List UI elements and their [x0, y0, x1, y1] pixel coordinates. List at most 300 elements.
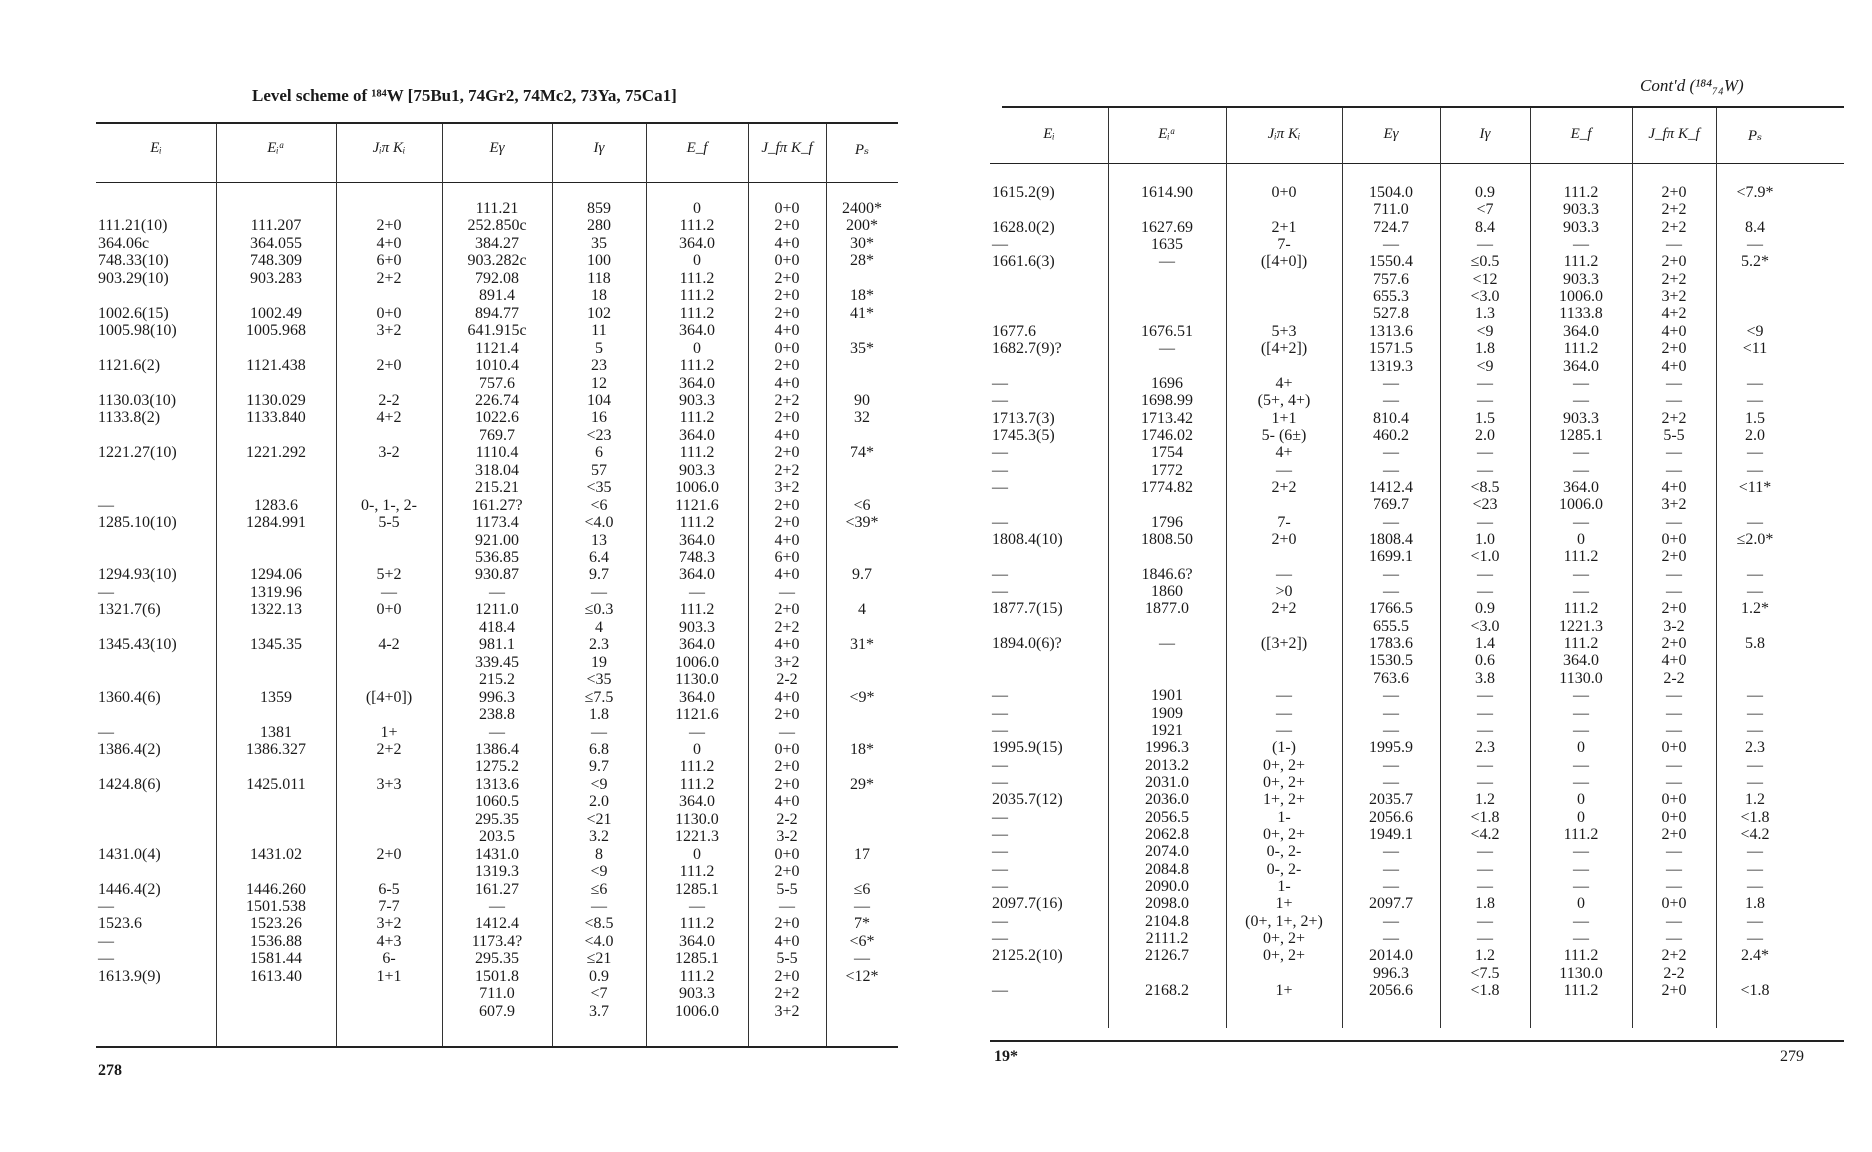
table-cell: 1808.50	[1141, 531, 1193, 548]
table-cell: 2+0	[1271, 531, 1297, 548]
table-cell: 1877.0	[1145, 600, 1189, 618]
table-cell: 11	[591, 322, 607, 340]
table-cell: —	[854, 950, 870, 968]
table-cell: 2+2	[1271, 478, 1297, 496]
table-cell: —	[98, 898, 114, 915]
table-cell: 111.2	[1563, 340, 1599, 358]
table-cell: 903.3	[1563, 270, 1599, 288]
table-cell: 364.055	[250, 234, 302, 252]
table-title: Cont'd (¹⁸⁴₇₄W)	[1640, 76, 1744, 95]
table-cell: 2062.8	[1145, 825, 1189, 843]
table-cell: 2+2	[1661, 201, 1687, 219]
table-cell: 2126.7	[1145, 947, 1189, 965]
table-cell: 364.0	[679, 636, 715, 654]
table-cell: 2+0	[774, 967, 800, 985]
table-cell: <1.8	[1740, 808, 1770, 826]
table-cell: 364.0	[679, 688, 715, 706]
table-cell: 0+, 2+	[1262, 825, 1306, 843]
table-cell: 748.3	[679, 549, 715, 566]
table-cell: 1386.4(2)	[98, 740, 161, 758]
table-cell: —	[1383, 843, 1399, 861]
table-cell: 111.21(10)	[98, 217, 168, 235]
table-cell: 2-2	[776, 810, 798, 828]
table-cell: —	[1477, 860, 1493, 878]
table-cell: —	[1573, 565, 1589, 583]
table-cell: —	[1573, 930, 1589, 948]
table-cell: 4+0	[1661, 652, 1687, 670]
table-cell: 226.74	[475, 391, 519, 409]
table-cell: 364.0	[679, 374, 715, 392]
table-cell: 5+2	[376, 566, 402, 584]
table-cell: 1221.3	[675, 828, 719, 846]
table-cell: 0+0	[774, 845, 800, 863]
table-cell: 2+0	[1661, 548, 1687, 566]
table-cell: <11	[1742, 340, 1768, 358]
table-cell: 215.21	[475, 479, 519, 497]
table-cell: —	[1747, 236, 1763, 254]
table-cell: 1682.7(9)?	[992, 340, 1062, 358]
table-cell: <35	[586, 479, 612, 497]
table-cell: 1221.292	[246, 444, 306, 462]
table-cell: 295.35	[475, 810, 519, 828]
table-cell: 1005.968	[246, 322, 306, 340]
table-cell: 1130.0	[675, 671, 719, 689]
top-rule	[1002, 106, 1844, 108]
table-cell: 3+2	[774, 653, 800, 671]
table-cell: 5-5	[378, 514, 400, 532]
table-cell: 4+0	[376, 234, 402, 252]
table-cell: 748.309	[250, 252, 302, 270]
table-cell: 5-5	[1663, 426, 1685, 444]
table-cell: 364.0	[679, 793, 715, 811]
table-cell: 74*	[850, 444, 874, 462]
table-cell: 3-2	[378, 444, 400, 462]
table-cell: 0	[693, 740, 701, 758]
table-cell: —	[1573, 756, 1589, 774]
table-cell: 1627.69	[1141, 218, 1193, 236]
table-cell: 9.7	[852, 566, 872, 584]
table-cell: —	[1276, 704, 1292, 722]
table-cell: 35*	[850, 339, 874, 357]
table-cell: 1412.4	[475, 915, 519, 933]
table-cell: <12*	[845, 967, 879, 985]
table-cell: —	[1477, 565, 1493, 583]
table-cell: —	[98, 950, 114, 968]
table-cell: 3-2	[1663, 617, 1685, 635]
table-cell: 111.2	[1563, 947, 1599, 965]
page-number: 279	[1780, 1048, 1804, 1065]
table-cell: 111.2	[679, 601, 715, 619]
column-header: Eγ	[489, 140, 505, 156]
table-cell: —	[779, 898, 795, 915]
table-cell: 0+, 2+	[1262, 930, 1306, 948]
table-cell: 418.4	[479, 618, 515, 636]
table-cell: 1696	[1151, 374, 1183, 392]
table-cell: 2+2	[774, 391, 800, 409]
table-cell: —	[1747, 930, 1763, 948]
table-cell: <9	[590, 775, 608, 793]
table-cell: —	[1666, 930, 1682, 948]
table-cell: <4.2	[1740, 825, 1770, 843]
table-cell: 2056.6	[1369, 808, 1413, 826]
table-cell: 2+0	[774, 496, 800, 514]
table-cell: 724.7	[1373, 218, 1409, 236]
table-cell: 1173.4?	[471, 932, 523, 950]
table-cell: 111.2	[679, 514, 715, 532]
page-number: 278	[98, 1062, 122, 1079]
table-cell: 1746.02	[1141, 426, 1193, 444]
table-cell: 4+0	[774, 234, 800, 252]
table-cell: —	[1573, 721, 1589, 739]
table-cell: 0+0	[774, 200, 800, 217]
table-cell: 1523.26	[250, 915, 302, 933]
table-cell: 1995.9(15)	[992, 739, 1063, 757]
table-cell: 30*	[850, 234, 874, 252]
table-cell: 111.207	[250, 217, 302, 235]
table-cell: 111.2	[679, 863, 715, 881]
table-cell: 9.7	[589, 566, 609, 584]
table-cell: 1002.6(15)	[98, 304, 169, 322]
table-cell: —	[1383, 583, 1399, 601]
table-cell: ≤6	[590, 880, 608, 898]
table-cell: 2+0	[1661, 825, 1687, 843]
table-cell: —	[1666, 461, 1682, 479]
table-cell: 3+2	[774, 1002, 800, 1020]
table-cell: —	[1383, 513, 1399, 531]
table-cell: 17	[854, 845, 870, 863]
table-cell: —	[489, 723, 505, 741]
table-cell: 1130.0	[1559, 669, 1603, 687]
table-cell: —	[1573, 878, 1589, 895]
table-cell: —	[1477, 374, 1493, 392]
table-cell: —	[1383, 756, 1399, 774]
table-cell: 2+0	[774, 287, 800, 305]
table-cell: 29*	[850, 775, 874, 793]
table-cell: 2.0	[589, 793, 609, 811]
table-cell: 3+2	[774, 479, 800, 497]
table-cell: 364.0	[1563, 478, 1599, 496]
table-cell: —	[98, 496, 114, 514]
table-cell: 1745.3(5)	[992, 426, 1055, 444]
table-cell: 1121.4	[475, 339, 519, 357]
table-cell: 1010.4	[475, 357, 519, 375]
table-cell: 1995.9	[1369, 739, 1413, 757]
right-page	[960, 0, 1872, 1152]
table-cell: 1283.6	[254, 496, 298, 514]
table-cell: 1284.991	[246, 514, 306, 532]
table-cell: 2+0	[774, 601, 800, 619]
table-cell: —	[992, 704, 1008, 722]
table-cell: 2056.6	[1369, 982, 1413, 1000]
table-cell: 1321.7(6)	[98, 601, 161, 619]
table-cell: ≤0.5	[1470, 253, 1500, 271]
table-cell: —	[1477, 843, 1493, 861]
table-cell: 1319.3	[475, 863, 519, 881]
table-cell: 1313.6	[475, 775, 519, 793]
table-cell: 1635	[1151, 236, 1183, 254]
table-cell: —	[591, 723, 607, 741]
table-cell: 1.8	[1475, 895, 1495, 913]
table-cell: <6	[590, 496, 608, 514]
table-cell: —	[1573, 583, 1589, 601]
table-cell: 364.0	[679, 426, 715, 444]
table-cell: 1006.0	[1559, 496, 1603, 514]
table-cell: 1412.4	[1369, 478, 1413, 496]
table-cell: 1.2*	[1741, 600, 1769, 618]
table-cell: —	[1159, 253, 1175, 271]
table-cell: 2013.2	[1145, 756, 1189, 774]
table-cell: 2+0	[774, 269, 800, 287]
table-cell: 1133.8(2)	[98, 409, 161, 427]
table-cell: 1424.8(6)	[98, 775, 161, 793]
table-cell: 1.2	[1745, 791, 1765, 809]
table-cell: —	[992, 583, 1008, 601]
table-cell: 2+2	[1661, 947, 1687, 965]
table-cell: 2104.8	[1145, 912, 1189, 930]
table-cell: 2+2	[1271, 600, 1297, 618]
table-cell: 1002.49	[250, 304, 302, 322]
table-cell: 1110.4	[475, 444, 519, 462]
table-cell: 1+	[1275, 982, 1293, 1000]
table-cell: <3.0	[1470, 288, 1500, 306]
table-cell: 3.2	[589, 828, 609, 846]
table-cell: 1808.4(10)	[992, 531, 1063, 548]
table-cell: 1006.0	[675, 479, 719, 497]
table-cell: 1921	[1151, 721, 1183, 739]
table-cell: 2+2	[774, 618, 800, 636]
table-cell: 2074.0	[1145, 843, 1189, 861]
table-cell: —	[1666, 236, 1682, 254]
table-cell: 2-2	[1663, 964, 1685, 982]
table-cell: —	[1666, 687, 1682, 705]
table-cell: 903.282c	[467, 252, 527, 270]
table-cell: <1.8	[1470, 982, 1500, 1000]
table-cell: 460.2	[1373, 426, 1409, 444]
table-cell: 364.0	[1563, 322, 1599, 340]
table-cell: 2+0	[376, 217, 402, 235]
table-cell: 2.0	[1745, 426, 1765, 444]
table-cell: 111.21	[475, 200, 519, 217]
table-cell: —	[992, 912, 1008, 930]
table-cell: —	[1666, 444, 1682, 462]
table-cell: —	[1573, 687, 1589, 705]
table-cell: —	[1477, 687, 1493, 705]
table-cell: 1381	[260, 723, 292, 741]
table-cell: 16	[591, 409, 607, 427]
table-cell: 200*	[846, 217, 878, 235]
table-cell: 0+0	[1661, 895, 1687, 913]
table-cell: >0	[1275, 583, 1293, 601]
table-cell: 111.2	[679, 409, 715, 427]
table-cell: 1446.260	[246, 880, 306, 898]
table-cell: 1571.5	[1369, 340, 1413, 358]
table-cell: 2035.7	[1369, 791, 1413, 809]
table-cell: —	[1383, 912, 1399, 930]
table-cell: 2014.0	[1369, 947, 1413, 965]
table-cell: 0-, 1-, 2-	[361, 496, 417, 514]
table-cell: —	[992, 808, 1008, 826]
table-cell: 1386.327	[246, 740, 306, 758]
table-cell: 2111.2	[1145, 930, 1189, 948]
table-cell: —	[779, 723, 795, 741]
table-cell: 1550.4	[1369, 253, 1413, 271]
table-cell: 2+0	[774, 863, 800, 881]
table-cell: 2036.0	[1145, 791, 1189, 809]
table-cell: 5-5	[776, 950, 798, 968]
table-cell: <4.0	[584, 932, 614, 950]
table-cell: —	[1747, 756, 1763, 774]
table-cell: 1+1	[376, 967, 402, 985]
table-cell: 2.4*	[1741, 947, 1769, 965]
table-cell: 2+2	[774, 985, 800, 1003]
table-cell: 0+, 2+	[1262, 756, 1306, 774]
table-cell: —	[1747, 513, 1763, 531]
table-cell: 2.3	[589, 636, 609, 654]
table-cell: —	[1159, 635, 1175, 653]
table-cell: 2+2	[774, 461, 800, 479]
table-cell: 1783.6	[1369, 635, 1413, 653]
table-cell: —	[1276, 461, 1292, 479]
table-cell: 2+0	[1661, 600, 1687, 618]
table-cell: —	[992, 721, 1008, 739]
table-cell: —	[489, 583, 505, 601]
table-cell: —	[1573, 444, 1589, 462]
table-cell: 903.3	[1563, 218, 1599, 236]
table-cell: 2+0	[376, 845, 402, 863]
table-cell: —	[1477, 236, 1493, 254]
table-cell: <23	[1472, 496, 1498, 514]
table-cell: —	[992, 687, 1008, 705]
table-cell: —	[992, 773, 1008, 791]
table-cell: 2+1	[1271, 218, 1297, 236]
table-cell: 2084.8	[1145, 860, 1189, 878]
table-cell: 1173.4	[475, 514, 519, 532]
table-cell: <7	[1476, 201, 1494, 219]
table-cell: —	[98, 583, 114, 601]
table-cell: —	[1477, 756, 1493, 774]
table-cell: ([4+0])	[365, 688, 413, 706]
table-cell: 0+0	[774, 740, 800, 758]
table-cell: 1713.42	[1141, 409, 1193, 427]
table-cell: 1699.1	[1369, 548, 1413, 566]
table-cell: 2+2	[1661, 218, 1687, 236]
table-cell: 1613.9(9)	[98, 967, 161, 985]
table-cell: —	[1666, 513, 1682, 531]
table-cell: 2+0	[1661, 340, 1687, 358]
table-cell: 2+0	[1661, 184, 1687, 201]
table-cell: 0	[1577, 791, 1585, 809]
table-cell: <8.5	[584, 915, 614, 933]
table-cell: —	[1477, 461, 1493, 479]
table-cell: 1.5	[1745, 409, 1765, 427]
table-cell: 1+1	[1271, 409, 1297, 427]
table-cell: —	[1666, 860, 1682, 878]
table-cell: 2.3	[1475, 739, 1495, 757]
table-cell: 1.0	[1475, 531, 1495, 548]
table-cell: —	[992, 374, 1008, 392]
table-cell: —	[1747, 461, 1763, 479]
table-cell: 0-, 2-	[1266, 860, 1302, 878]
table-cell: 102	[587, 304, 611, 322]
table-cell: 0	[693, 252, 701, 270]
table-cell: 1294.06	[250, 566, 302, 584]
table-cell: —	[992, 236, 1008, 254]
table-cell: —	[1383, 860, 1399, 878]
table-cell: 4+0	[774, 566, 800, 584]
table-cell: ([4+0])	[1260, 253, 1308, 271]
table-cell: <4.0	[584, 514, 614, 532]
table-cell: 4	[858, 601, 866, 619]
table-cell: —	[992, 461, 1008, 479]
table-cell: 1285.10(10)	[98, 514, 177, 532]
table-cell: <1.8	[1470, 808, 1500, 826]
table-cell: 1628.0(2)	[992, 218, 1055, 236]
table-cell: —	[1276, 565, 1292, 583]
table-cell: 2+0	[774, 758, 800, 776]
table-cell: 1894.0(6)?	[992, 635, 1062, 653]
table-cell: 3+2	[376, 915, 402, 933]
table-cell: 527.8	[1373, 305, 1409, 323]
table-cell: 31*	[850, 636, 874, 654]
table-cell: —	[1747, 843, 1763, 861]
table-cell: —	[1666, 583, 1682, 601]
table-cell: 1359	[260, 688, 292, 706]
table-cell: 891.4	[479, 287, 515, 305]
table-cell: —	[1383, 444, 1399, 462]
table-cell: 2+0	[376, 357, 402, 375]
table-cell: 0	[1577, 531, 1585, 548]
table-cell: 111.2	[1563, 548, 1599, 566]
table-cell: 0.6	[1475, 652, 1495, 670]
table-cell: —	[1666, 843, 1682, 861]
table-cell: 1211.0	[475, 601, 519, 619]
table-cell: <9	[1476, 322, 1494, 340]
table-cell: 2+0	[774, 357, 800, 375]
table-cell: —	[1666, 878, 1682, 895]
table-cell: <1.0	[1470, 548, 1500, 566]
table-cell: 18*	[850, 287, 874, 305]
table-cell: 2+2	[1661, 270, 1687, 288]
table-cell: —	[1747, 565, 1763, 583]
table-cell: 0+, 2+	[1262, 773, 1306, 791]
table-cell: 1909	[1151, 704, 1183, 722]
table-cell: 1774.82	[1141, 478, 1193, 496]
table-cell: —	[992, 565, 1008, 583]
table-cell: 295.35	[475, 950, 519, 968]
table-cell: 1130.0	[675, 810, 719, 828]
table-cell: 4	[595, 618, 603, 636]
table-cell: 4+3	[376, 932, 402, 950]
table-cell: 0+0	[1661, 531, 1687, 548]
table-cell: —	[1383, 236, 1399, 254]
table-cell: 0+0	[376, 304, 402, 322]
table-cell: —	[1383, 461, 1399, 479]
column-header: Eᵢ	[1043, 126, 1055, 142]
table-cell: —	[992, 930, 1008, 948]
column-header: Eγ	[1383, 126, 1399, 142]
table-cell: —	[1477, 444, 1493, 462]
table-cell: 6+0	[774, 549, 800, 566]
table-cell: 4+0	[774, 322, 800, 340]
table-cell: 2-2	[776, 671, 798, 689]
table-cell: 1121.6(2)	[98, 357, 161, 375]
table-cell: 1294.93(10)	[98, 566, 177, 584]
table-cell: 1022.6	[475, 409, 519, 427]
table-cell: 2+2	[1661, 409, 1687, 427]
table-cell: 536.85	[475, 549, 519, 566]
table-cell: 903.283	[250, 269, 302, 287]
table-cell: 4+	[1275, 374, 1293, 392]
